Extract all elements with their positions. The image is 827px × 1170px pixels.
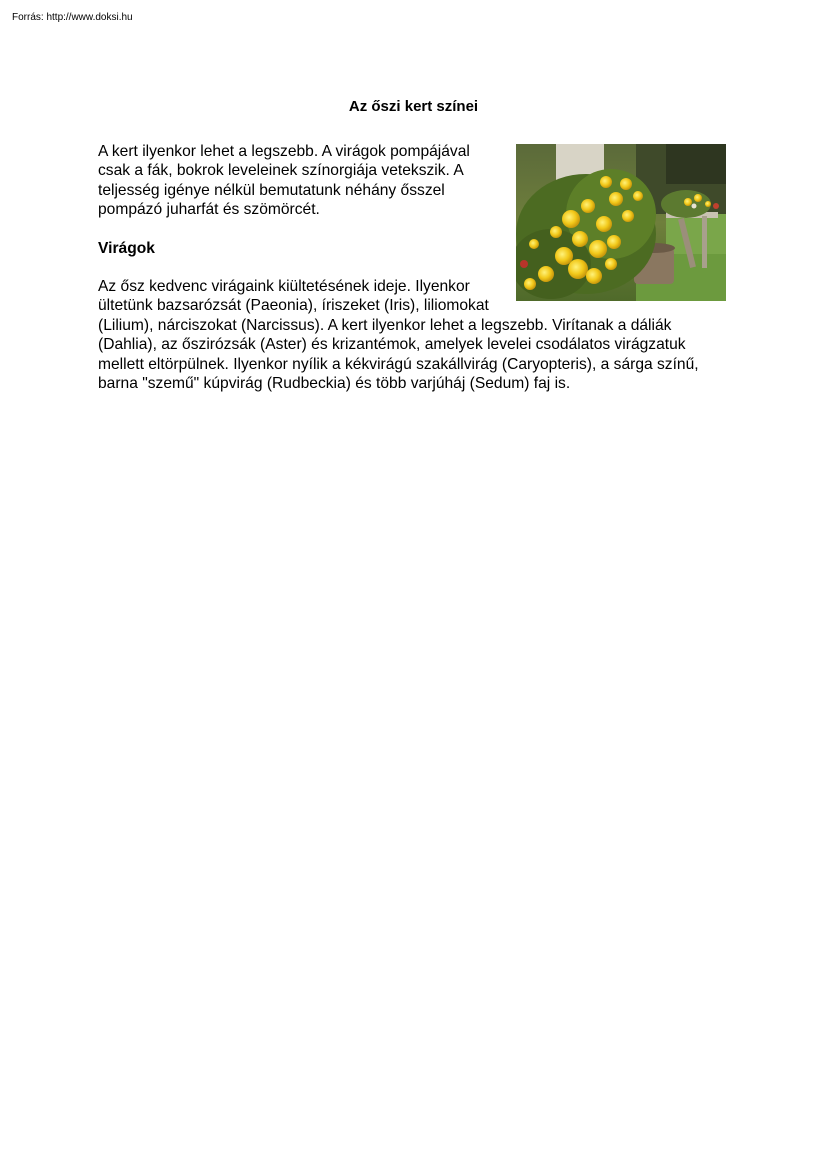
page-title: Az őszi kert színei <box>348 98 479 115</box>
section-heading: Virágok <box>98 239 155 257</box>
section-paragraph: Az ősz kedvenc virágaink kiültetésének ideje. Ilyenkor ültetünk bazsarózsát (Paeonia), íriszeket (Iris), liliomokat (Lilium), nárciszokat (Narcissus). A kert ilyenkor lehet a legszebb. Virítanak a dáliák (Dahlia), az őszirózsák (Aster) és krizantémok, amelyek levelei csodálatos virágzatuk mellett eltörpülnek. Ilyenkor nyílik a kékvirágú szakállvirág (Caryopteris), a sárga színű, barna "szemű" kúpvirág (Rudbeckia) és több varjúháj (Sedum) faj is. <box>98 278 699 393</box>
article-body <box>98 142 730 412</box>
garden-flowers-photo <box>516 144 726 301</box>
intro-paragraph: A kert ilyenkor lehet a legszebb. A virágok pompájával csak a fák, bokrok leveleinek színorgiája vetekszik. A teljesség igénye nélkül bemutatunk néhány ősszel pompázó juharfát és szömörcét. <box>98 143 470 219</box>
source-line: Forrás: http://www.doksi.hu <box>12 12 133 23</box>
